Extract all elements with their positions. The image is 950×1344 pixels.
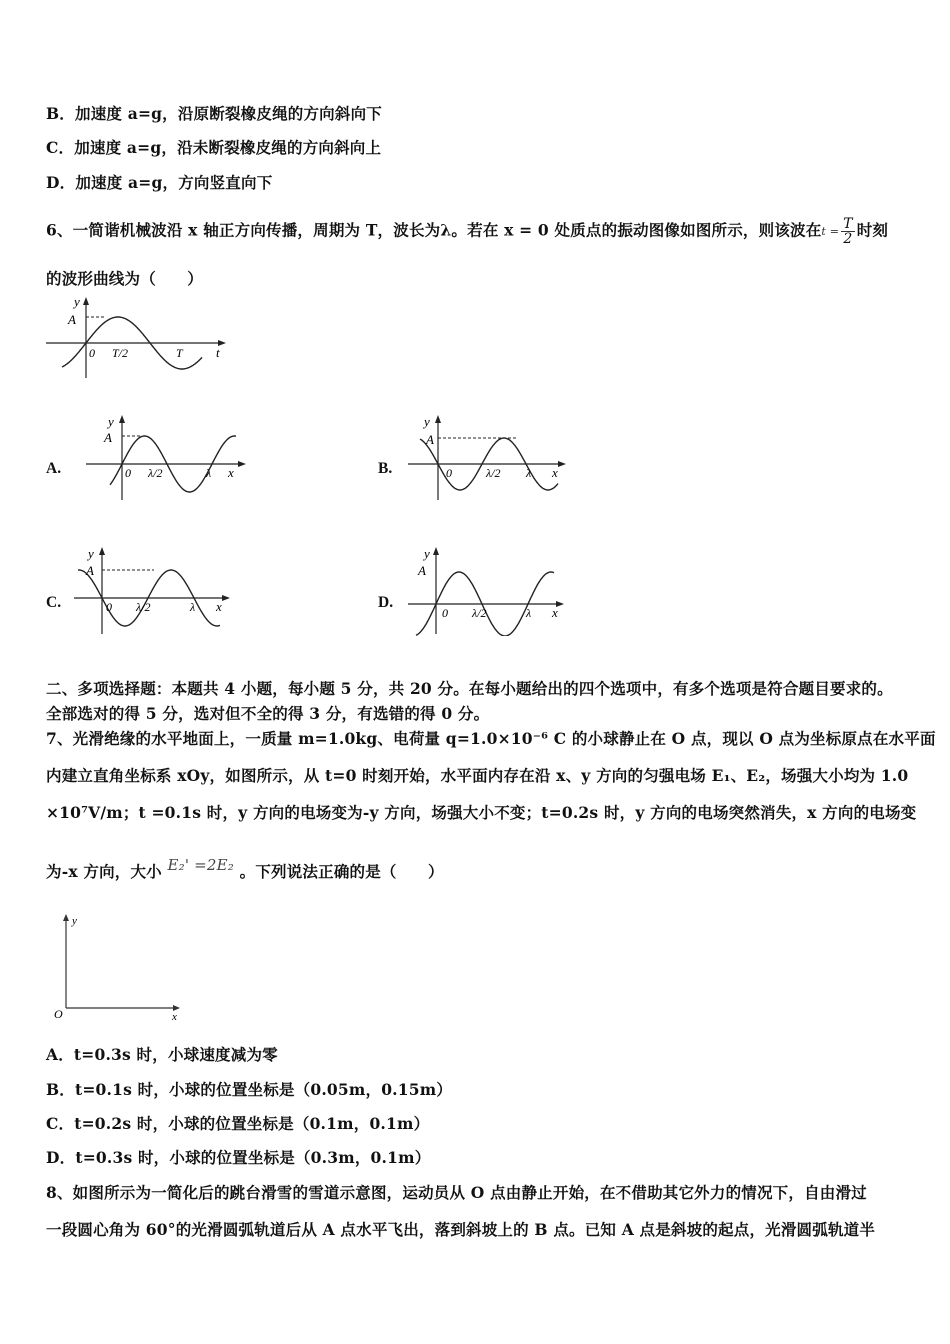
q7-line1: 7、光滑绝缘的水平地面上，一质量 m=1.0kg、电荷量 q=1.0×10⁻⁶ C 的小球静止在 O 点，现以 O 点为坐标原点在水平面 [46,729,936,748]
q6-c-half: λ/2 [136,600,151,614]
q6-a-y: y [108,414,114,429]
q6-a-A: A [104,430,112,445]
section2-line2: 全部选对的得 5 分，选对但不全的得 3 分，有选错的得 0 分。 [46,704,490,723]
q6-a-zero: 0 [125,466,131,480]
q8-line2: 一段圆心角为 60°的光滑圆弧轨道后从 A 点水平飞出，落到斜坡上的 B 点。已知 A 点是斜坡的起点，光滑圆弧轨道半 [46,1220,876,1239]
q7-line4 [46,856,444,882]
q7-axis-y: y [72,915,77,927]
q6-c-A: A [86,563,94,578]
q6-stem-part1: 6、一简谐机械波沿 x 轴正方向传播，周期为 T，波长为λ。若在 x = 0 处质点的振动图像如图所示，则该波在 [46,220,822,240]
q8-line1: 8、如图所示为一简化后的跳台滑雪的雪道示意图，运动员从 O 点由静止开始，在不借助其它外力的情况下，自由滑过 [46,1183,867,1202]
q6-t-equals: t = [821,225,840,238]
q6-b-full: λ [526,466,532,480]
q7-axes-figure [50,910,190,1025]
q6-b-y: y [424,414,430,429]
q7-option-c: C．t=0.2s 时，小球的位置坐标是（0.1m，0.1m） [46,1114,430,1133]
q6-option-c-graph [70,544,240,636]
q6-d-half: λ/2 [472,606,487,620]
q6-c-zero: 0 [106,600,112,614]
q7-option-b: B．t=0.1s 时，小球的位置坐标是（0.05m，0.15m） [46,1080,453,1099]
q6-fraction [841,217,855,246]
q6-graph-full-label: T [176,346,183,360]
q6-stem-line2: 的波形曲线为（ ） [46,269,204,288]
q6-option-d-label: D. [378,594,394,611]
q6-graph-half-label: T/2 [112,346,129,360]
q6-b-x: x [552,465,558,480]
q6-d-zero: 0 [442,606,448,620]
q6-a-half: λ/2 [148,466,163,480]
q5-option-b: B．加速度 a=g，沿原断裂橡皮绳的方向斜向下 [46,104,382,123]
q5-option-d: D．加速度 a=g，方向竖直向下 [46,173,273,192]
q6-b-A: A [426,432,434,447]
section2-line1: 二、多项选择题：本题共 4 小题，每小题 5 分，共 20 分。在每小题给出的四个选项中，有多个选项是符合题目要求的。 [46,679,893,698]
q6-graph-y-label: y [74,294,80,309]
q6-option-a-graph [82,412,252,504]
q7-axis-x: x [172,1011,177,1023]
q6-b-half: λ/2 [486,466,501,480]
q6-c-full: λ [190,600,196,614]
q6-option-c-label: C. [46,594,62,611]
q6-frac-num: T [843,216,853,232]
q7-e2-formula: E₂' =2E₂ [167,856,235,874]
q6-frac-den: 2 [843,231,853,247]
q7-option-d: D．t=0.3s 时，小球的位置坐标是（0.3m，0.1m） [46,1148,431,1167]
q7-axis-origin: O [54,1007,63,1021]
q6-d-x: x [552,605,558,620]
q6-graph-a-label: A [68,312,76,327]
q6-c-y: y [88,546,94,561]
q6-b-zero: 0 [446,466,452,480]
q6-a-x: x [228,465,234,480]
q6-option-b-graph [404,412,574,504]
q7-line2: 内建立直角坐标系 xOy，如图所示，从 t=0 时刻开始，水平面内存在沿 x、y 方向的匀强电场 E₁、E₂，场强大小均为 1.0 [46,766,909,785]
q6-d-A: A [418,563,426,578]
q6-a-full: λ [206,466,212,480]
q7-line4-b: 。下列说法正确的是（ ） [239,862,444,881]
q6-option-a-label: A. [46,460,62,477]
q6-graph-t-label: t [216,345,220,360]
q6-stem [46,217,888,246]
q5-option-c: C．加速度 a=g，沿未断裂橡皮绳的方向斜向上 [46,138,382,157]
q6-c-x: x [216,599,222,614]
q7-line4-a: 为-x 方向，大小 [46,862,162,881]
q7-option-a: A．t=0.3s 时，小球速度减为零 [46,1045,278,1064]
q6-option-b-label: B. [378,460,393,477]
q6-graph-zero-label: 0 [89,346,95,360]
q6-option-d-graph [404,544,574,636]
q6-d-y: y [424,546,430,561]
q7-line3: ×10⁷V/m；t =0.1s 时，y 方向的电场变为-y 方向，场强大小不变；t=0.2s 时，y 方向的电场突然消失，x 方向的电场变 [46,803,917,822]
q6-stem-part2: 时刻 [856,220,889,240]
q6-vibration-graph [40,292,230,382]
q6-d-full: λ [526,606,532,620]
